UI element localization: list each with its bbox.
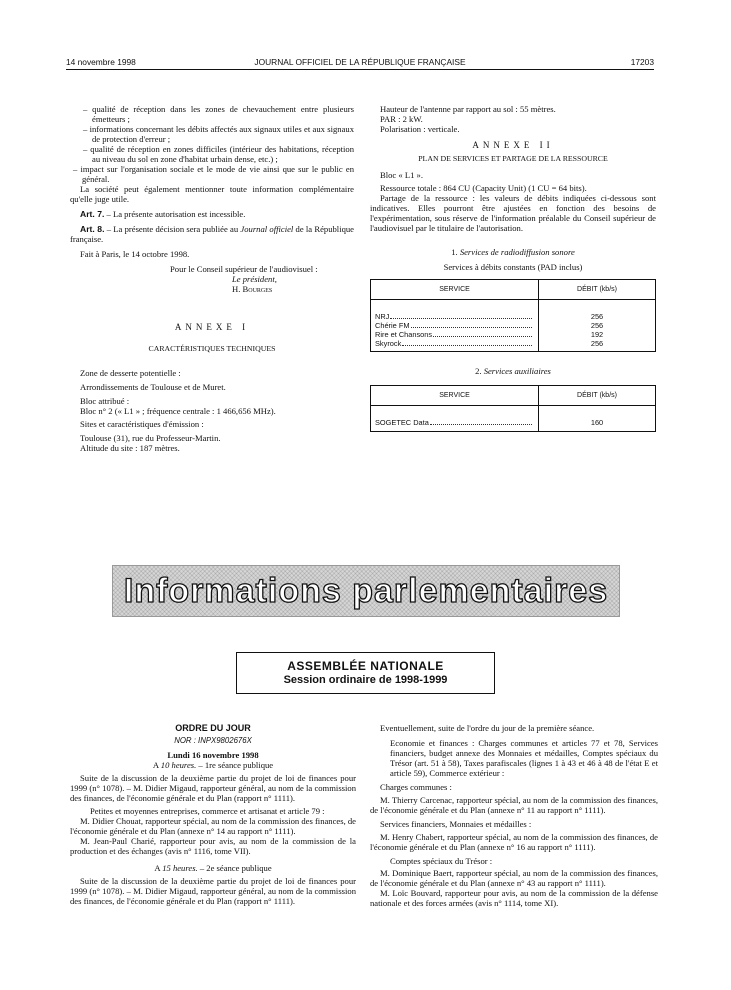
seance-1-prefix: A <box>152 760 161 770</box>
service-names-cell <box>371 406 539 432</box>
services-table-2 <box>370 385 656 432</box>
services-financiers: Services financiers, Monnaies et médailles : <box>380 819 532 829</box>
ordre-du-jour-title: ORDRE DU JOUR <box>175 723 251 733</box>
services-table-1 <box>370 279 656 352</box>
signature-line: Pour le Conseil supérieur de l'audiovisuel : <box>170 264 318 274</box>
section-2-name: Services auxiliaires <box>483 366 551 376</box>
service-rates-cell <box>539 300 656 352</box>
service-rate: 256 <box>590 339 604 348</box>
page-header <box>66 57 654 69</box>
header-rule <box>66 69 654 70</box>
service-row-rire <box>375 330 534 339</box>
seance-2-label: – 2e séance publique <box>197 863 272 873</box>
right-column-top <box>370 104 656 432</box>
seance-2-heading <box>70 863 356 873</box>
nor-reference: NOR : INPX9802676X <box>174 736 252 745</box>
suite-discussion-2: Suite de la discussion de la deuxième partie du projet de loi de finances pour 1999 (n° 1078). – M. Didier Migaud, rapporteur général, au nom de la commission des finances, de l'économie générale et du Plan (rapport n° 1111). <box>70 876 356 906</box>
table-row <box>371 406 656 432</box>
list-item: – qualité de réception dans les zones de chevauchement entre plusieurs émetteurs ; <box>83 104 354 124</box>
section-2-title <box>370 366 656 376</box>
site-altitude: Altitude du site : 187 mètres. <box>80 443 180 453</box>
service-row-cherie <box>375 321 534 330</box>
petites-moyennes-entreprises: Petites et moyennes entreprises, commerce et artisanat et article 79 : <box>90 806 325 816</box>
left-column-top <box>70 104 354 453</box>
signature-name: H. Bourges <box>232 284 273 294</box>
annexe-2-subtitle: PLAN DE SERVICES ET PARTAGE DE LA RESSOURCE <box>418 154 608 163</box>
section-1-title <box>370 247 656 257</box>
seance-1-label: – 1re séance publique <box>196 760 274 770</box>
service-rate: 160 <box>590 418 604 427</box>
service-rate: 256 <box>590 321 604 330</box>
annexe-1-subtitle: CARACTÉRISTIQUES TECHNIQUES <box>148 344 276 353</box>
section-1-number: 1. <box>451 247 460 257</box>
article-8-text: – La présente décision sera publiée au <box>104 224 241 234</box>
rapport-carcenac: M. Thierry Carcenac, rapporteur spécial, au nom de la commission des finances, de l'économie générale et du Plan (annexe n° 11 au rapport n° 1111). <box>370 795 658 815</box>
charges-communes: Charges communes : <box>380 782 452 792</box>
service-rate: 192 <box>590 330 604 339</box>
article-7-label: Art. 7. <box>80 209 105 219</box>
session-title: Session ordinaire de 1998-1999 <box>283 674 448 686</box>
left-column-bottom <box>70 723 356 906</box>
polarisation: Polarisation : verticale. <box>380 124 460 134</box>
assemblee-title: ASSEMBLÉE NATIONALE <box>287 659 444 673</box>
article-8-text-end: de la République française. <box>70 224 354 244</box>
hauteur-antenne: Hauteur de l'antenne par rapport au sol : 55 mètres. <box>380 104 556 114</box>
site-toulouse: Toulouse (31), rue du Professeur-Martin. <box>80 433 221 443</box>
fait-a-paris: Fait à Paris, le 14 octobre 1998. <box>80 249 190 259</box>
section-1-name: Services de radiodiffusion sonore <box>459 247 575 257</box>
rapport-chouat: M. Didier Chouat, rapporteur spécial, au nom de la commission des finances, de l'économie générale et du Plan (annexe n° 14 au rapport n° 1111). <box>70 816 356 836</box>
table-header-service: SERVICE <box>371 386 539 406</box>
suite-discussion-1: Suite de la discussion de la deuxième partie du projet de loi de finances pour 1999 (n° 1078). – M. Didier Migaud, rapporteur général, au nom de la commission des finances, de l'économie générale et du Plan (rapport n° 1111). <box>70 773 356 803</box>
table-header-debit: DÉBIT (kb/s) <box>539 280 656 300</box>
banner-title: Informations parlementaires <box>123 572 609 610</box>
right-column-bottom <box>370 723 658 908</box>
seance-1-heading <box>70 760 356 770</box>
economie-finances: Economie et finances : Charges communes et articles 77 et 78, Services financiers, budget annexe des Monnaies et médailles, Comptes spéciaux du Trésor (art. 51 à 58), Taxes parafiscales (lignes 1 à 43 et 46 à 48 de l'état E et article 59), Commerce extérieur : <box>390 738 658 778</box>
service-rate: 256 <box>590 312 604 321</box>
article-8-label: Art. 8. <box>80 224 105 234</box>
service-row-skyrock <box>375 339 534 348</box>
service-name: SOGETEC Data <box>375 418 429 427</box>
table-header-debit: DÉBIT (kb/s) <box>539 386 656 406</box>
informations-parlementaires-banner <box>112 565 620 617</box>
service-row-nrj <box>375 312 534 321</box>
header-page-number: 17203 <box>630 57 654 67</box>
seance-1-time: 10 heures. <box>160 760 197 770</box>
list-item: – impact sur l'organisation sociale et le mode de vie ainsi que sur le public en général. <box>73 164 354 184</box>
service-row-sogetec <box>375 418 534 427</box>
paragraph-societe: La société peut également mentionner toute information complémentaire qu'elle juge utile. <box>70 184 354 204</box>
annexe-2-title: ANNEXE II <box>472 140 554 150</box>
service-name: Skyrock <box>375 339 402 348</box>
assemblee-nationale-box <box>236 652 495 694</box>
annexe-1-title: ANNEXE I <box>174 322 250 332</box>
seance-2-time: 15 heures. <box>162 863 198 873</box>
rapport-bouvard: M. Loïc Bouvard, rapporteur pour avis, au nom de la commission de la défense nationale et des forces armées (avis n° 1114, tome XI). <box>370 888 658 908</box>
par: PAR : 2 kW. <box>380 114 423 124</box>
signature-role: Le président, <box>232 274 277 284</box>
list-item: – informations concernant les débits affectés aux signaux utiles et aux signaux de protection d'erreur ; <box>83 124 354 144</box>
ressource-totale: Ressource totale : 864 CU (Capacity Unit) (1 CU = 64 bits). <box>380 183 587 193</box>
section-2-number: 2. <box>475 366 484 376</box>
seance-date: Lundi 16 novembre 1998 <box>167 750 259 760</box>
header-date: 14 novembre 1998 <box>66 57 136 67</box>
service-name: NRJ <box>375 312 390 321</box>
eventuellement: Eventuellement, suite de l'ordre du jour de la première séance. <box>380 723 595 733</box>
article-7-text: – La présente autorisation est incessible. <box>104 209 246 219</box>
service-name: Rire et Chansons <box>375 330 433 339</box>
table-header-service: SERVICE <box>371 280 539 300</box>
arrondissements: Arrondissements de Toulouse et de Muret. <box>80 382 226 392</box>
service-rates-cell <box>539 406 656 432</box>
header-journal-title: JOURNAL OFFICIEL DE LA RÉPUBLIQUE FRANÇAISE <box>254 57 466 67</box>
bloc-attribue-value: Bloc n° 2 (« L1 » ; fréquence centrale : 1 466,656 MHz). <box>80 406 276 416</box>
rapport-charie: M. Jean-Paul Charié, rapporteur pour avis, au nom de la commission de la production et des échanges (avis n° 1116, tome VII). <box>70 836 356 856</box>
service-name: Chérie FM <box>375 321 410 330</box>
rapport-chabert: M. Henry Chabert, rapporteur spécial, au nom de la commission des finances, de l'économie générale et du Plan (annexe n° 16 au rapport n° 1111). <box>370 832 658 852</box>
zone-label: Zone de desserte potentielle : <box>80 368 181 378</box>
comptes-speciaux: Comptes spéciaux du Trésor : <box>390 856 493 866</box>
list-item: – qualité de réception en zones difficiles (intérieur des habitations, réception au niveau du sol en zone d'habitat urbain dense, etc.) ; <box>83 144 354 164</box>
article-8 <box>70 224 354 244</box>
article-7 <box>70 209 354 219</box>
bloc-attribue-label: Bloc attribué : <box>80 396 130 406</box>
rapport-baert: M. Dominique Baert, rapporteur spécial, au nom de la commission des finances, de l'économie générale et du Plan (annexe n° 43 au rapport n° 1111). <box>370 868 658 888</box>
bloc: Bloc « L1 ». <box>380 170 423 180</box>
service-names-cell <box>371 300 539 352</box>
seance-2-prefix: A <box>154 863 163 873</box>
section-1-subtitle: Services à débits constants (PAD inclus) <box>443 262 583 272</box>
sites-label: Sites et caractéristiques d'émission : <box>80 419 204 429</box>
journal-officiel-link: Journal officiel <box>240 224 294 234</box>
table-row <box>371 300 656 352</box>
partage-ressource: Partage de la ressource : les valeurs de débits indiquées ci-dessous sont indicatives. Elles pourront être ajustées en fonction des besoins de l'expérimentation, sous réserve de l'information préalable du Conseil supérieur de l'audiovisuel par le titulaire de l'autorisation. <box>370 193 656 233</box>
